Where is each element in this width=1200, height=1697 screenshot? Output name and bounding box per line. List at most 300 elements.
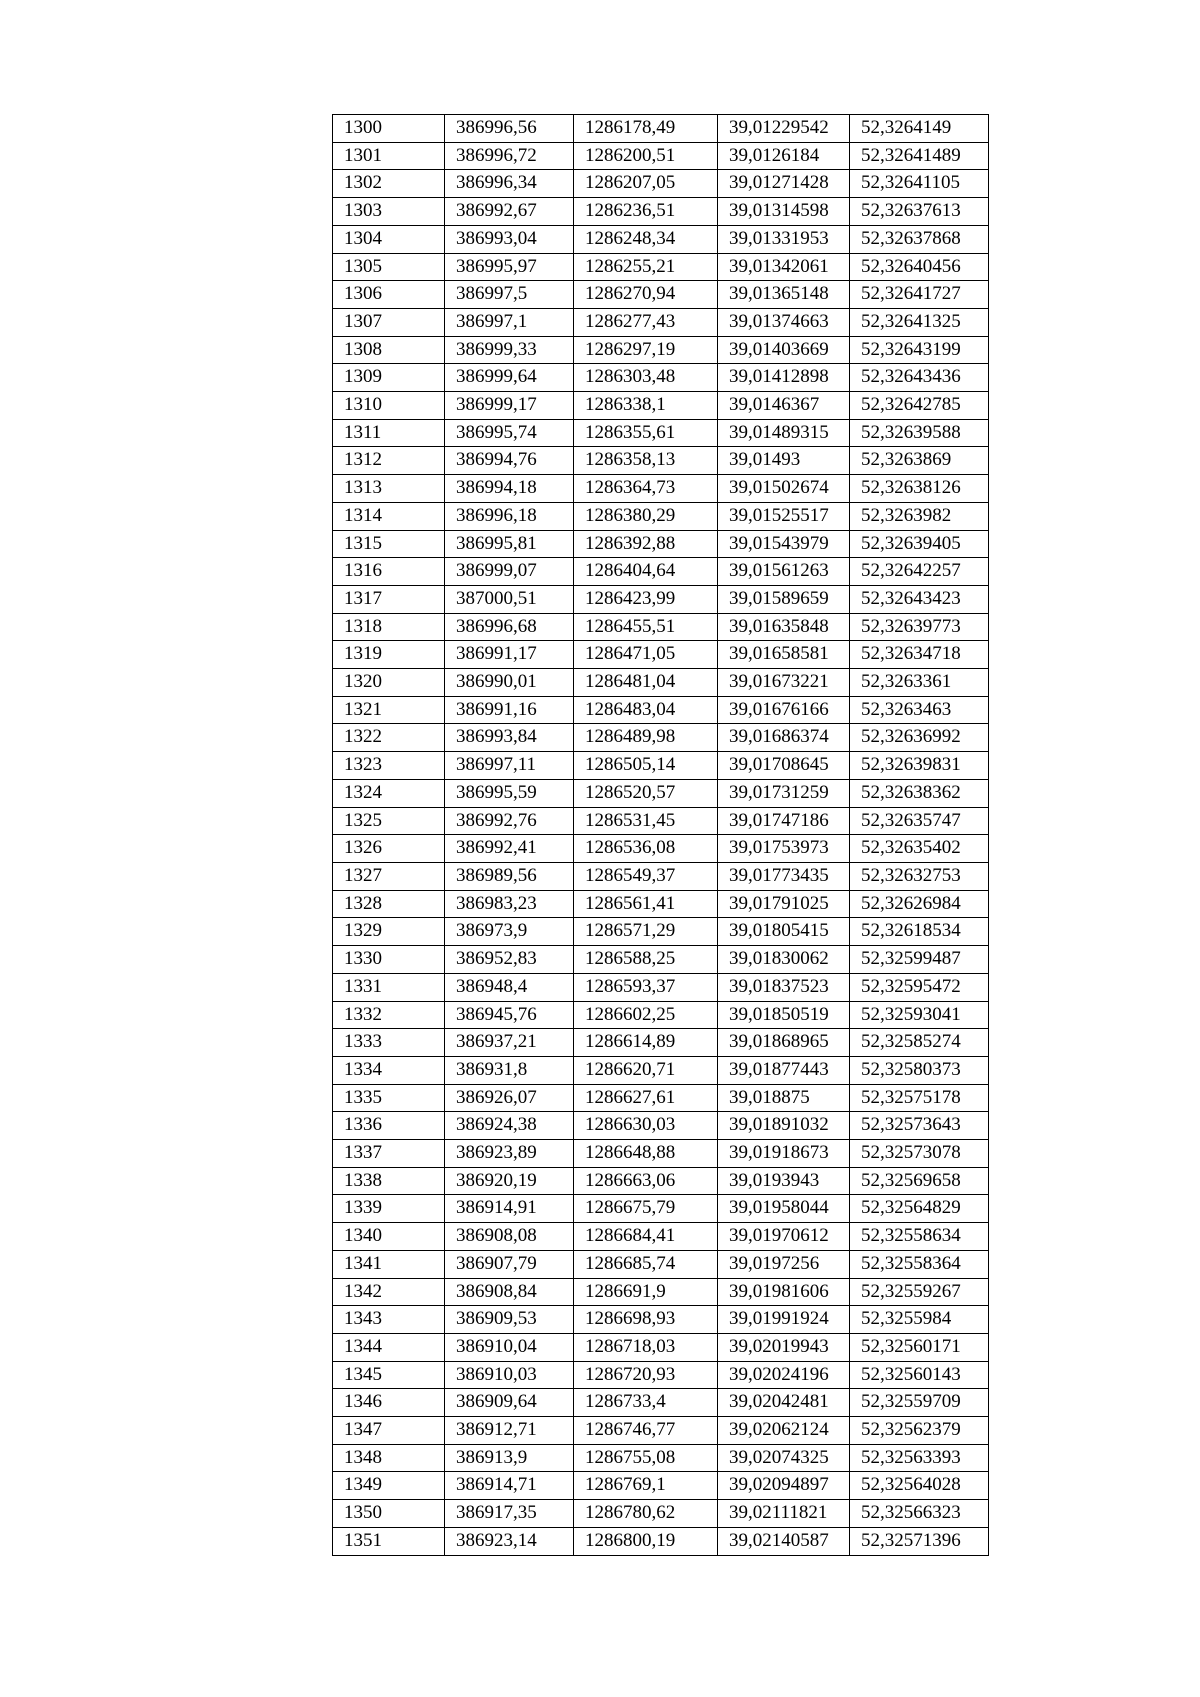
longitude-cell: 39,01493 xyxy=(718,447,850,475)
latitude-cell: 52,32636992 xyxy=(850,724,989,752)
y-coordinate-cell: 1286675,79 xyxy=(574,1195,718,1223)
longitude-cell: 39,01331953 xyxy=(718,225,850,253)
x-coordinate-cell: 386995,81 xyxy=(445,530,574,558)
point-number-cell: 1303 xyxy=(333,198,445,226)
longitude-cell: 39,01970612 xyxy=(718,1223,850,1251)
table-row xyxy=(333,1306,989,1334)
x-coordinate-cell: 386907,79 xyxy=(445,1250,574,1278)
longitude-cell: 39,02062124 xyxy=(718,1417,850,1445)
latitude-cell: 52,32559709 xyxy=(850,1389,989,1417)
y-coordinate-cell: 1286255,21 xyxy=(574,253,718,281)
longitude-cell: 39,01805415 xyxy=(718,918,850,946)
point-number-cell: 1323 xyxy=(333,752,445,780)
longitude-cell: 39,01314598 xyxy=(718,198,850,226)
x-coordinate-cell: 386912,71 xyxy=(445,1417,574,1445)
longitude-cell: 39,01365148 xyxy=(718,281,850,309)
point-number-cell: 1348 xyxy=(333,1444,445,1472)
latitude-cell: 52,32626984 xyxy=(850,890,989,918)
latitude-cell: 52,32632753 xyxy=(850,862,989,890)
point-number-cell: 1306 xyxy=(333,281,445,309)
x-coordinate-cell: 386994,76 xyxy=(445,447,574,475)
longitude-cell: 39,02019943 xyxy=(718,1333,850,1361)
y-coordinate-cell: 1286481,04 xyxy=(574,669,718,697)
table-row xyxy=(333,1084,989,1112)
table-row xyxy=(333,447,989,475)
latitude-cell: 52,32637868 xyxy=(850,225,989,253)
table-row xyxy=(333,1333,989,1361)
longitude-cell: 39,01403669 xyxy=(718,336,850,364)
latitude-cell: 52,32558634 xyxy=(850,1223,989,1251)
table-row xyxy=(333,835,989,863)
table-row xyxy=(333,1472,989,1500)
table-row xyxy=(333,502,989,530)
point-number-cell: 1338 xyxy=(333,1167,445,1195)
longitude-cell: 39,01229542 xyxy=(718,115,850,143)
table-row xyxy=(333,1278,989,1306)
point-number-cell: 1311 xyxy=(333,419,445,447)
y-coordinate-cell: 1286755,08 xyxy=(574,1444,718,1472)
latitude-cell: 52,3255984 xyxy=(850,1306,989,1334)
latitude-cell: 52,32564028 xyxy=(850,1472,989,1500)
point-number-cell: 1345 xyxy=(333,1361,445,1389)
longitude-cell: 39,0146367 xyxy=(718,392,850,420)
longitude-cell: 39,01991924 xyxy=(718,1306,850,1334)
latitude-cell: 52,32641727 xyxy=(850,281,989,309)
latitude-cell: 52,32560143 xyxy=(850,1361,989,1389)
longitude-cell: 39,0197256 xyxy=(718,1250,850,1278)
latitude-cell: 52,32635402 xyxy=(850,835,989,863)
x-coordinate-cell: 386999,17 xyxy=(445,392,574,420)
latitude-cell: 52,32573643 xyxy=(850,1112,989,1140)
x-coordinate-cell: 386909,53 xyxy=(445,1306,574,1334)
longitude-cell: 39,01561263 xyxy=(718,558,850,586)
x-coordinate-cell: 386973,9 xyxy=(445,918,574,946)
table-row xyxy=(333,364,989,392)
x-coordinate-cell: 386991,16 xyxy=(445,696,574,724)
longitude-cell: 39,01877443 xyxy=(718,1056,850,1084)
y-coordinate-cell: 1286620,71 xyxy=(574,1056,718,1084)
point-number-cell: 1346 xyxy=(333,1389,445,1417)
x-coordinate-cell: 386993,84 xyxy=(445,724,574,752)
longitude-cell: 39,02024196 xyxy=(718,1361,850,1389)
y-coordinate-cell: 1286270,94 xyxy=(574,281,718,309)
table-row xyxy=(333,1500,989,1528)
latitude-cell: 52,32639773 xyxy=(850,613,989,641)
x-coordinate-cell: 386945,76 xyxy=(445,1001,574,1029)
y-coordinate-cell: 1286483,04 xyxy=(574,696,718,724)
latitude-cell: 52,32643423 xyxy=(850,585,989,613)
table-row xyxy=(333,779,989,807)
y-coordinate-cell: 1286489,98 xyxy=(574,724,718,752)
longitude-cell: 39,02074325 xyxy=(718,1444,850,1472)
point-number-cell: 1337 xyxy=(333,1140,445,1168)
table-row xyxy=(333,142,989,170)
point-number-cell: 1329 xyxy=(333,918,445,946)
point-number-cell: 1315 xyxy=(333,530,445,558)
point-number-cell: 1350 xyxy=(333,1500,445,1528)
longitude-cell: 39,01891032 xyxy=(718,1112,850,1140)
table-row xyxy=(333,1361,989,1389)
x-coordinate-cell: 386937,21 xyxy=(445,1029,574,1057)
x-coordinate-cell: 386995,74 xyxy=(445,419,574,447)
point-number-cell: 1310 xyxy=(333,392,445,420)
table-row xyxy=(333,336,989,364)
point-number-cell: 1347 xyxy=(333,1417,445,1445)
point-number-cell: 1322 xyxy=(333,724,445,752)
y-coordinate-cell: 1286236,51 xyxy=(574,198,718,226)
x-coordinate-cell: 387000,51 xyxy=(445,585,574,613)
longitude-cell: 39,01918673 xyxy=(718,1140,850,1168)
x-coordinate-cell: 386995,59 xyxy=(445,779,574,807)
table-row xyxy=(333,946,989,974)
longitude-cell: 39,01342061 xyxy=(718,253,850,281)
point-number-cell: 1344 xyxy=(333,1333,445,1361)
y-coordinate-cell: 1286277,43 xyxy=(574,308,718,336)
x-coordinate-cell: 386917,35 xyxy=(445,1500,574,1528)
x-coordinate-cell: 386948,4 xyxy=(445,973,574,1001)
latitude-cell: 52,3263869 xyxy=(850,447,989,475)
table-row xyxy=(333,392,989,420)
latitude-cell: 52,32575178 xyxy=(850,1084,989,1112)
x-coordinate-cell: 386913,9 xyxy=(445,1444,574,1472)
y-coordinate-cell: 1286733,4 xyxy=(574,1389,718,1417)
longitude-cell: 39,01708645 xyxy=(718,752,850,780)
point-number-cell: 1333 xyxy=(333,1029,445,1057)
point-number-cell: 1328 xyxy=(333,890,445,918)
y-coordinate-cell: 1286338,1 xyxy=(574,392,718,420)
y-coordinate-cell: 1286588,25 xyxy=(574,946,718,974)
table-row xyxy=(333,170,989,198)
latitude-cell: 52,32638362 xyxy=(850,779,989,807)
longitude-cell: 39,01589659 xyxy=(718,585,850,613)
latitude-cell: 52,32569658 xyxy=(850,1167,989,1195)
table-row xyxy=(333,724,989,752)
latitude-cell: 52,32564829 xyxy=(850,1195,989,1223)
table-row xyxy=(333,1250,989,1278)
x-coordinate-cell: 386923,14 xyxy=(445,1527,574,1555)
x-coordinate-cell: 386952,83 xyxy=(445,946,574,974)
y-coordinate-cell: 1286718,03 xyxy=(574,1333,718,1361)
x-coordinate-cell: 386997,11 xyxy=(445,752,574,780)
y-coordinate-cell: 1286769,1 xyxy=(574,1472,718,1500)
x-coordinate-cell: 386914,71 xyxy=(445,1472,574,1500)
point-number-cell: 1325 xyxy=(333,807,445,835)
latitude-cell: 52,32580373 xyxy=(850,1056,989,1084)
point-number-cell: 1341 xyxy=(333,1250,445,1278)
table-row xyxy=(333,1444,989,1472)
latitude-cell: 52,32562379 xyxy=(850,1417,989,1445)
latitude-cell: 52,32559267 xyxy=(850,1278,989,1306)
y-coordinate-cell: 1286663,06 xyxy=(574,1167,718,1195)
y-coordinate-cell: 1286392,88 xyxy=(574,530,718,558)
y-coordinate-cell: 1286685,74 xyxy=(574,1250,718,1278)
x-coordinate-cell: 386993,04 xyxy=(445,225,574,253)
y-coordinate-cell: 1286178,49 xyxy=(574,115,718,143)
point-number-cell: 1330 xyxy=(333,946,445,974)
point-number-cell: 1332 xyxy=(333,1001,445,1029)
longitude-cell: 39,01271428 xyxy=(718,170,850,198)
x-coordinate-cell: 386989,56 xyxy=(445,862,574,890)
table-row xyxy=(333,862,989,890)
y-coordinate-cell: 1286780,62 xyxy=(574,1500,718,1528)
x-coordinate-cell: 386999,33 xyxy=(445,336,574,364)
latitude-cell: 52,3264149 xyxy=(850,115,989,143)
latitude-cell: 52,32643436 xyxy=(850,364,989,392)
y-coordinate-cell: 1286602,25 xyxy=(574,1001,718,1029)
longitude-cell: 39,02140587 xyxy=(718,1527,850,1555)
point-number-cell: 1326 xyxy=(333,835,445,863)
table-row xyxy=(333,1112,989,1140)
x-coordinate-cell: 386992,41 xyxy=(445,835,574,863)
longitude-cell: 39,01676166 xyxy=(718,696,850,724)
table-row xyxy=(333,1001,989,1029)
y-coordinate-cell: 1286207,05 xyxy=(574,170,718,198)
point-number-cell: 1314 xyxy=(333,502,445,530)
y-coordinate-cell: 1286200,51 xyxy=(574,142,718,170)
y-coordinate-cell: 1286358,13 xyxy=(574,447,718,475)
y-coordinate-cell: 1286505,14 xyxy=(574,752,718,780)
table-row xyxy=(333,530,989,558)
latitude-cell: 52,32558364 xyxy=(850,1250,989,1278)
longitude-cell: 39,01981606 xyxy=(718,1278,850,1306)
x-coordinate-cell: 386910,03 xyxy=(445,1361,574,1389)
latitude-cell: 52,32641489 xyxy=(850,142,989,170)
y-coordinate-cell: 1286698,93 xyxy=(574,1306,718,1334)
latitude-cell: 52,32560171 xyxy=(850,1333,989,1361)
x-coordinate-cell: 386996,34 xyxy=(445,170,574,198)
x-coordinate-cell: 386909,64 xyxy=(445,1389,574,1417)
y-coordinate-cell: 1286630,03 xyxy=(574,1112,718,1140)
table-row xyxy=(333,419,989,447)
table-row xyxy=(333,1195,989,1223)
table-row xyxy=(333,1417,989,1445)
longitude-cell: 39,01773435 xyxy=(718,862,850,890)
table-row xyxy=(333,281,989,309)
x-coordinate-cell: 386923,89 xyxy=(445,1140,574,1168)
longitude-cell: 39,01731259 xyxy=(718,779,850,807)
x-coordinate-cell: 386996,68 xyxy=(445,613,574,641)
table-row xyxy=(333,807,989,835)
table-row xyxy=(333,669,989,697)
point-number-cell: 1336 xyxy=(333,1112,445,1140)
table-row xyxy=(333,1167,989,1195)
point-number-cell: 1302 xyxy=(333,170,445,198)
x-coordinate-cell: 386910,04 xyxy=(445,1333,574,1361)
longitude-cell: 39,01412898 xyxy=(718,364,850,392)
latitude-cell: 52,32638126 xyxy=(850,475,989,503)
point-number-cell: 1334 xyxy=(333,1056,445,1084)
longitude-cell: 39,01868965 xyxy=(718,1029,850,1057)
x-coordinate-cell: 386997,1 xyxy=(445,308,574,336)
table-row xyxy=(333,973,989,1001)
y-coordinate-cell: 1286303,48 xyxy=(574,364,718,392)
longitude-cell: 39,0193943 xyxy=(718,1167,850,1195)
y-coordinate-cell: 1286627,61 xyxy=(574,1084,718,1112)
y-coordinate-cell: 1286648,88 xyxy=(574,1140,718,1168)
table-row xyxy=(333,1223,989,1251)
latitude-cell: 52,32634718 xyxy=(850,641,989,669)
longitude-cell: 39,01489315 xyxy=(718,419,850,447)
y-coordinate-cell: 1286248,34 xyxy=(574,225,718,253)
y-coordinate-cell: 1286536,08 xyxy=(574,835,718,863)
latitude-cell: 52,32637613 xyxy=(850,198,989,226)
longitude-cell: 39,01791025 xyxy=(718,890,850,918)
latitude-cell: 52,3263463 xyxy=(850,696,989,724)
x-coordinate-cell: 386996,18 xyxy=(445,502,574,530)
x-coordinate-cell: 386924,38 xyxy=(445,1112,574,1140)
y-coordinate-cell: 1286355,61 xyxy=(574,419,718,447)
x-coordinate-cell: 386995,97 xyxy=(445,253,574,281)
point-number-cell: 1321 xyxy=(333,696,445,724)
latitude-cell: 52,32639588 xyxy=(850,419,989,447)
y-coordinate-cell: 1286297,19 xyxy=(574,336,718,364)
point-number-cell: 1320 xyxy=(333,669,445,697)
coordinates-table xyxy=(332,114,989,1556)
x-coordinate-cell: 386926,07 xyxy=(445,1084,574,1112)
table-row xyxy=(333,585,989,613)
x-coordinate-cell: 386999,07 xyxy=(445,558,574,586)
y-coordinate-cell: 1286404,64 xyxy=(574,558,718,586)
x-coordinate-cell: 386996,56 xyxy=(445,115,574,143)
x-coordinate-cell: 386908,08 xyxy=(445,1223,574,1251)
latitude-cell: 52,32573078 xyxy=(850,1140,989,1168)
point-number-cell: 1313 xyxy=(333,475,445,503)
longitude-cell: 39,01543979 xyxy=(718,530,850,558)
table-row xyxy=(333,918,989,946)
x-coordinate-cell: 386999,64 xyxy=(445,364,574,392)
y-coordinate-cell: 1286571,29 xyxy=(574,918,718,946)
point-number-cell: 1342 xyxy=(333,1278,445,1306)
table-row xyxy=(333,890,989,918)
point-number-cell: 1331 xyxy=(333,973,445,1001)
point-number-cell: 1340 xyxy=(333,1223,445,1251)
point-number-cell: 1304 xyxy=(333,225,445,253)
y-coordinate-cell: 1286593,37 xyxy=(574,973,718,1001)
latitude-cell: 52,32642785 xyxy=(850,392,989,420)
table-row xyxy=(333,253,989,281)
table-row xyxy=(333,752,989,780)
latitude-cell: 52,32571396 xyxy=(850,1527,989,1555)
y-coordinate-cell: 1286691,9 xyxy=(574,1278,718,1306)
y-coordinate-cell: 1286423,99 xyxy=(574,585,718,613)
x-coordinate-cell: 386931,8 xyxy=(445,1056,574,1084)
point-number-cell: 1300 xyxy=(333,115,445,143)
latitude-cell: 52,32639405 xyxy=(850,530,989,558)
x-coordinate-cell: 386991,17 xyxy=(445,641,574,669)
table-row xyxy=(333,641,989,669)
y-coordinate-cell: 1286684,41 xyxy=(574,1223,718,1251)
longitude-cell: 39,018875 xyxy=(718,1084,850,1112)
x-coordinate-cell: 386992,67 xyxy=(445,198,574,226)
longitude-cell: 39,01673221 xyxy=(718,669,850,697)
y-coordinate-cell: 1286364,73 xyxy=(574,475,718,503)
y-coordinate-cell: 1286746,77 xyxy=(574,1417,718,1445)
latitude-cell: 52,32585274 xyxy=(850,1029,989,1057)
point-number-cell: 1351 xyxy=(333,1527,445,1555)
longitude-cell: 39,01635848 xyxy=(718,613,850,641)
latitude-cell: 52,32635747 xyxy=(850,807,989,835)
table-row xyxy=(333,613,989,641)
x-coordinate-cell: 386992,76 xyxy=(445,807,574,835)
latitude-cell: 52,32593041 xyxy=(850,1001,989,1029)
y-coordinate-cell: 1286720,93 xyxy=(574,1361,718,1389)
longitude-cell: 39,01502674 xyxy=(718,475,850,503)
longitude-cell: 39,01658581 xyxy=(718,641,850,669)
point-number-cell: 1327 xyxy=(333,862,445,890)
y-coordinate-cell: 1286549,37 xyxy=(574,862,718,890)
latitude-cell: 52,3263361 xyxy=(850,669,989,697)
table-row xyxy=(333,1056,989,1084)
point-number-cell: 1301 xyxy=(333,142,445,170)
x-coordinate-cell: 386996,72 xyxy=(445,142,574,170)
longitude-cell: 39,01747186 xyxy=(718,807,850,835)
latitude-cell: 52,3263982 xyxy=(850,502,989,530)
point-number-cell: 1318 xyxy=(333,613,445,641)
y-coordinate-cell: 1286455,51 xyxy=(574,613,718,641)
point-number-cell: 1335 xyxy=(333,1084,445,1112)
y-coordinate-cell: 1286520,57 xyxy=(574,779,718,807)
point-number-cell: 1317 xyxy=(333,585,445,613)
longitude-cell: 39,01958044 xyxy=(718,1195,850,1223)
y-coordinate-cell: 1286800,19 xyxy=(574,1527,718,1555)
latitude-cell: 52,32595472 xyxy=(850,973,989,1001)
point-number-cell: 1319 xyxy=(333,641,445,669)
point-number-cell: 1307 xyxy=(333,308,445,336)
latitude-cell: 52,32599487 xyxy=(850,946,989,974)
x-coordinate-cell: 386997,5 xyxy=(445,281,574,309)
longitude-cell: 39,01374663 xyxy=(718,308,850,336)
point-number-cell: 1305 xyxy=(333,253,445,281)
table-row xyxy=(333,1029,989,1057)
latitude-cell: 52,32563393 xyxy=(850,1444,989,1472)
longitude-cell: 39,01830062 xyxy=(718,946,850,974)
point-number-cell: 1349 xyxy=(333,1472,445,1500)
latitude-cell: 52,32641105 xyxy=(850,170,989,198)
latitude-cell: 52,32642257 xyxy=(850,558,989,586)
longitude-cell: 39,01753973 xyxy=(718,835,850,863)
x-coordinate-cell: 386990,01 xyxy=(445,669,574,697)
table-row xyxy=(333,198,989,226)
longitude-cell: 39,01525517 xyxy=(718,502,850,530)
point-number-cell: 1312 xyxy=(333,447,445,475)
longitude-cell: 39,0126184 xyxy=(718,142,850,170)
table-row xyxy=(333,1389,989,1417)
y-coordinate-cell: 1286380,29 xyxy=(574,502,718,530)
longitude-cell: 39,01850519 xyxy=(718,1001,850,1029)
point-number-cell: 1339 xyxy=(333,1195,445,1223)
coordinates-table-body xyxy=(333,115,989,1556)
latitude-cell: 52,32566323 xyxy=(850,1500,989,1528)
point-number-cell: 1316 xyxy=(333,558,445,586)
x-coordinate-cell: 386994,18 xyxy=(445,475,574,503)
longitude-cell: 39,02111821 xyxy=(718,1500,850,1528)
x-coordinate-cell: 386920,19 xyxy=(445,1167,574,1195)
latitude-cell: 52,32643199 xyxy=(850,336,989,364)
x-coordinate-cell: 386908,84 xyxy=(445,1278,574,1306)
y-coordinate-cell: 1286471,05 xyxy=(574,641,718,669)
table-row xyxy=(333,475,989,503)
y-coordinate-cell: 1286561,41 xyxy=(574,890,718,918)
longitude-cell: 39,02094897 xyxy=(718,1472,850,1500)
point-number-cell: 1308 xyxy=(333,336,445,364)
table-row xyxy=(333,115,989,143)
point-number-cell: 1309 xyxy=(333,364,445,392)
longitude-cell: 39,01686374 xyxy=(718,724,850,752)
table-row xyxy=(333,1527,989,1555)
table-row xyxy=(333,225,989,253)
longitude-cell: 39,02042481 xyxy=(718,1389,850,1417)
point-number-cell: 1324 xyxy=(333,779,445,807)
